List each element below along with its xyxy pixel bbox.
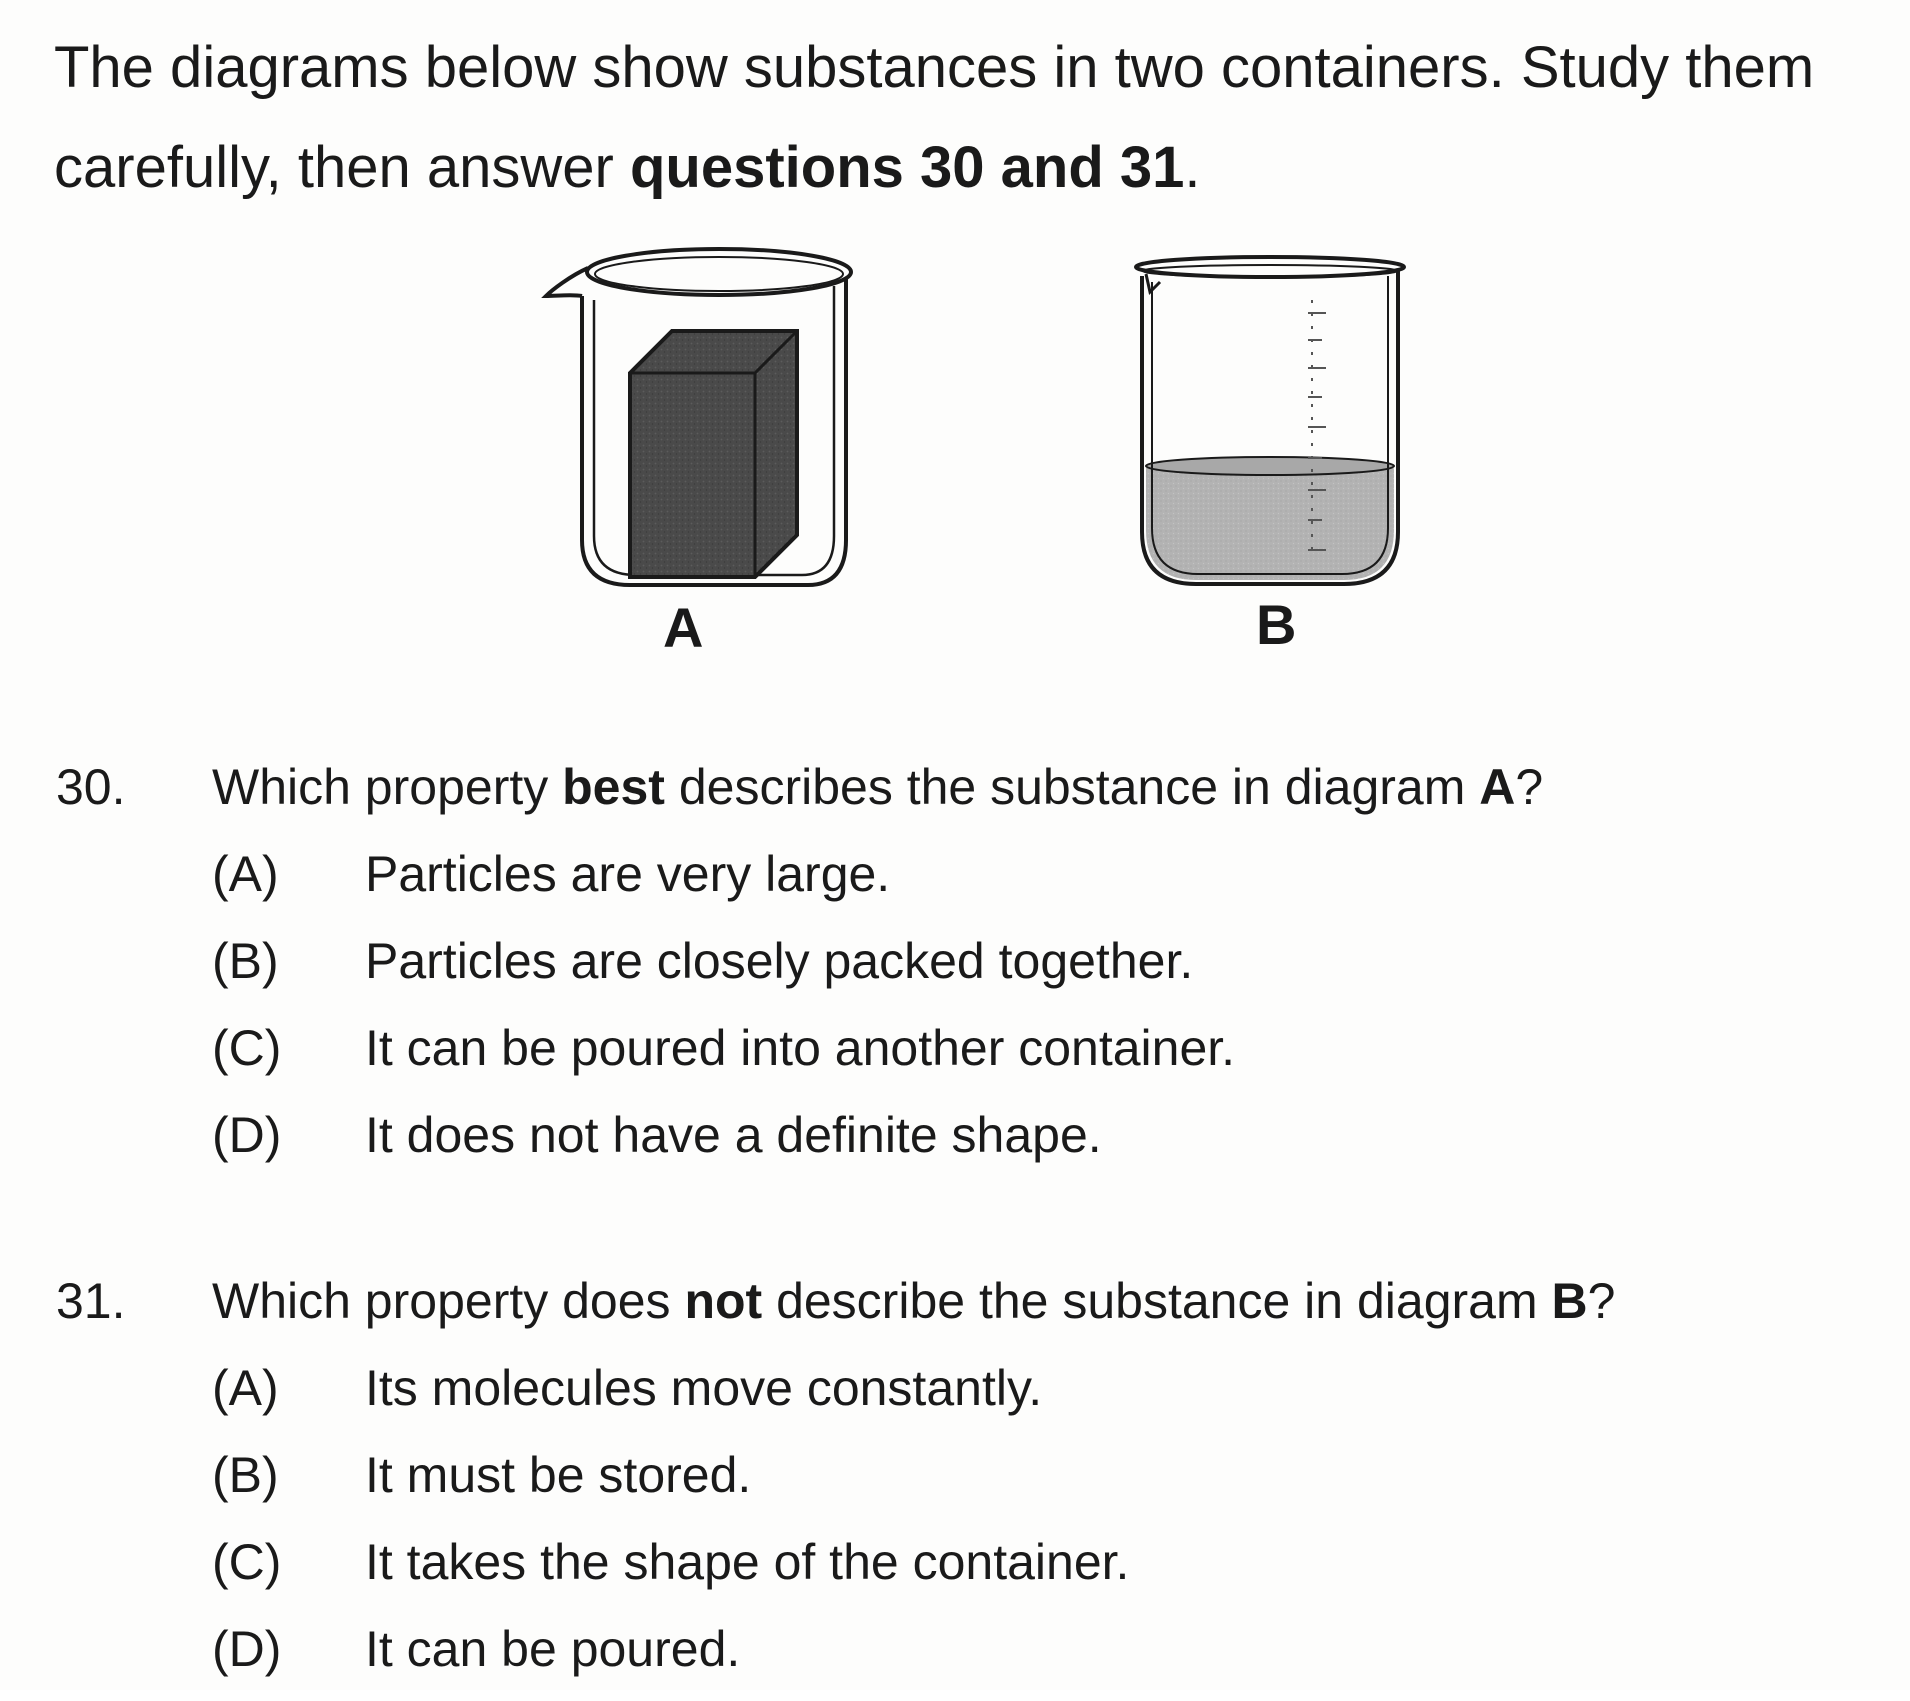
option-text: It can be poured.: [365, 1621, 741, 1677]
stem-part: describes the substance in diagram: [664, 759, 1480, 815]
intro-period: .: [1184, 135, 1201, 200]
option-b[interactable]: [56, 1440, 1876, 1527]
option-c[interactable]: [56, 1527, 1876, 1614]
option-letter: (D): [212, 1621, 282, 1677]
option-letter: (C): [212, 1020, 282, 1076]
option-c[interactable]: [56, 1013, 1876, 1100]
intro-questions-ref: questions 30 and 31: [629, 135, 1185, 200]
option-letter: (D): [212, 1107, 282, 1163]
question-31: [56, 1266, 1876, 1701]
option-text: Particles are closely packed together.: [365, 933, 1194, 989]
stem-part: describe the substance in diagram: [762, 1273, 1552, 1329]
intro-text: The diagrams below show substances in two containers. Study them carefully, then answer: [54, 35, 1815, 200]
option-a[interactable]: [56, 1353, 1876, 1440]
stem-part: Which property does: [212, 1273, 685, 1329]
question-stem: [56, 1266, 1876, 1336]
option-letter: (A): [212, 846, 279, 902]
stem-part: Which property: [212, 759, 563, 815]
option-letter: (B): [212, 1447, 279, 1503]
stem-part: ?: [1587, 1273, 1616, 1329]
option-text: It must be stored.: [365, 1447, 752, 1503]
stem-part: ?: [1515, 759, 1544, 815]
stem-emphasis: not: [684, 1273, 763, 1329]
option-text: Particles are very large.: [365, 846, 891, 902]
option-text: It takes the shape of the container.: [365, 1534, 1130, 1590]
option-b[interactable]: [56, 926, 1876, 1013]
option-d[interactable]: [56, 1614, 1876, 1701]
option-text: It does not have a definite shape.: [365, 1107, 1102, 1163]
option-letter: (C): [212, 1534, 282, 1590]
question-30: [56, 752, 1876, 1187]
beakers-figure: [0, 0, 1910, 700]
option-a[interactable]: [56, 839, 1876, 926]
question-number: 31.: [56, 1273, 126, 1329]
question-text: [212, 752, 1543, 822]
stem-emphasis: best: [562, 759, 665, 815]
option-text: Its molecules move constantly.: [365, 1360, 1043, 1416]
option-letter: (A): [212, 1360, 279, 1416]
question-number: 30.: [56, 759, 126, 815]
beakers-illustration: [0, 0, 1910, 700]
stem-diagram-ref: A: [1479, 759, 1516, 815]
diagram-b-label: B: [1256, 593, 1297, 656]
diagram-a-label: A: [663, 596, 704, 659]
option-text: It can be poured into another container.: [365, 1020, 1236, 1076]
solid-block: [630, 331, 797, 577]
question-text: [212, 1266, 1615, 1336]
beaker-b: [1136, 257, 1404, 584]
option-d[interactable]: [56, 1100, 1876, 1187]
option-letter: (B): [212, 933, 279, 989]
question-stem: [56, 752, 1876, 822]
stem-diagram-ref: B: [1551, 1273, 1588, 1329]
